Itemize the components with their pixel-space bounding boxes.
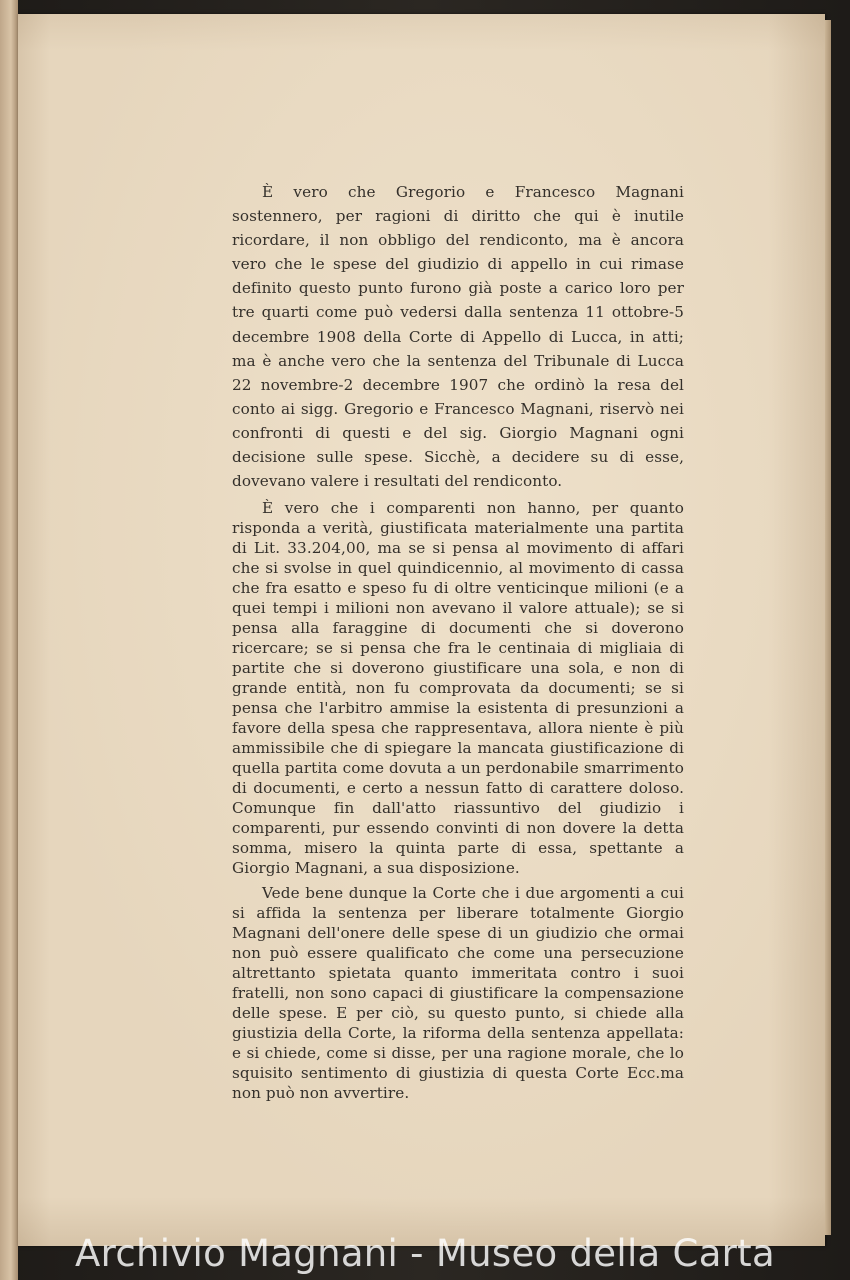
- archive-watermark: Archivio Magnani - Museo della Carta: [75, 1232, 775, 1275]
- document-body: [232, 180, 684, 1108]
- previous-page-edge: [0, 0, 18, 1280]
- paragraph-rendiconto: È vero che Gregorio e Francesco Magnani sostennero, per ragioni di diritto che qui è inutile ricordare, il non obbligo del rendiconto, ma è ancora vero che le spese del giudizio di appello in cui rimase definito questo punto furono già poste a carico loro per tre quarti come può vedersi dalla sentenza 11 ottobre-5 decembre 1908 della Corte di Appello di Lucca, in atti; ma è anche vero che la sentenza del Tribunale di Lucca 22 novembre-2 decembre 1907 che ordinò la resa del conto ai sigg. Gregorio e Francesco Magnani, riservò nei confronti di questi e del sig. Giorgio Magnani ogni decisione sulle spese. Sicchè, a decidere su di esse, dovevano valere i resultati del rendiconto.: [232, 183, 684, 491]
- paragraph-conclusione: Vede bene dunque la Corte che i due argomenti a cui si affida la sentenza per liberare totalmente Giorgio Magnani dell'onere delle spese di un giudizio che ormai non può essere qualificato che come una persecuzione altrettanto spietata quanto immeritata contro i suoi fratelli, non sono capaci di giustificare la compensazione delle spese. E per ciò, su questo punto, si chiede alla giustizia della Corte, la riforma della sentenza appellata: e si chiede, come si disse, per una ragione morale, che lo squisito sentimento di giustizia di questa Corte Ecc.ma non può non avvertire.: [232, 884, 684, 1103]
- paragraph-partita: È vero che i comparenti non hanno, per quanto risponda a verità, giustificata materialmente una partita di Lit. 33.204,00, ma se si pensa al movimento di affari che si svolse in quel quindicennio, al movimento di cassa che fra esatto e speso fu di oltre venticinque milioni (e a quei tempi i milioni non avevano il valore attuale); se si pensa alla faraggine di documenti che si doverono ricercare; se si pensa che fra le centinaia di migliaia di partite che si doverono giustificare una sola, e non di grande entità, non fu comprovata da documenti; se si pensa che l'arbitro ammise la esistenta di presunzioni a favore della spesa che rappresentava, allora niente è più ammissibile che di spiegare la mancata giustificazione di quella partita come dovuta a un perdonabile smarrimento di documenti, e certo a nessun fatto di carattere doloso. Comunque fin dall'atto riassuntivo del giudizio i comparenti, pur essendo convinti di non dovere la detta somma, misero la quinta parte di essa, spettante a Giorgio Magnani, a sua disposizione.: [232, 499, 684, 878]
- page-edge-shadow: [825, 20, 831, 1235]
